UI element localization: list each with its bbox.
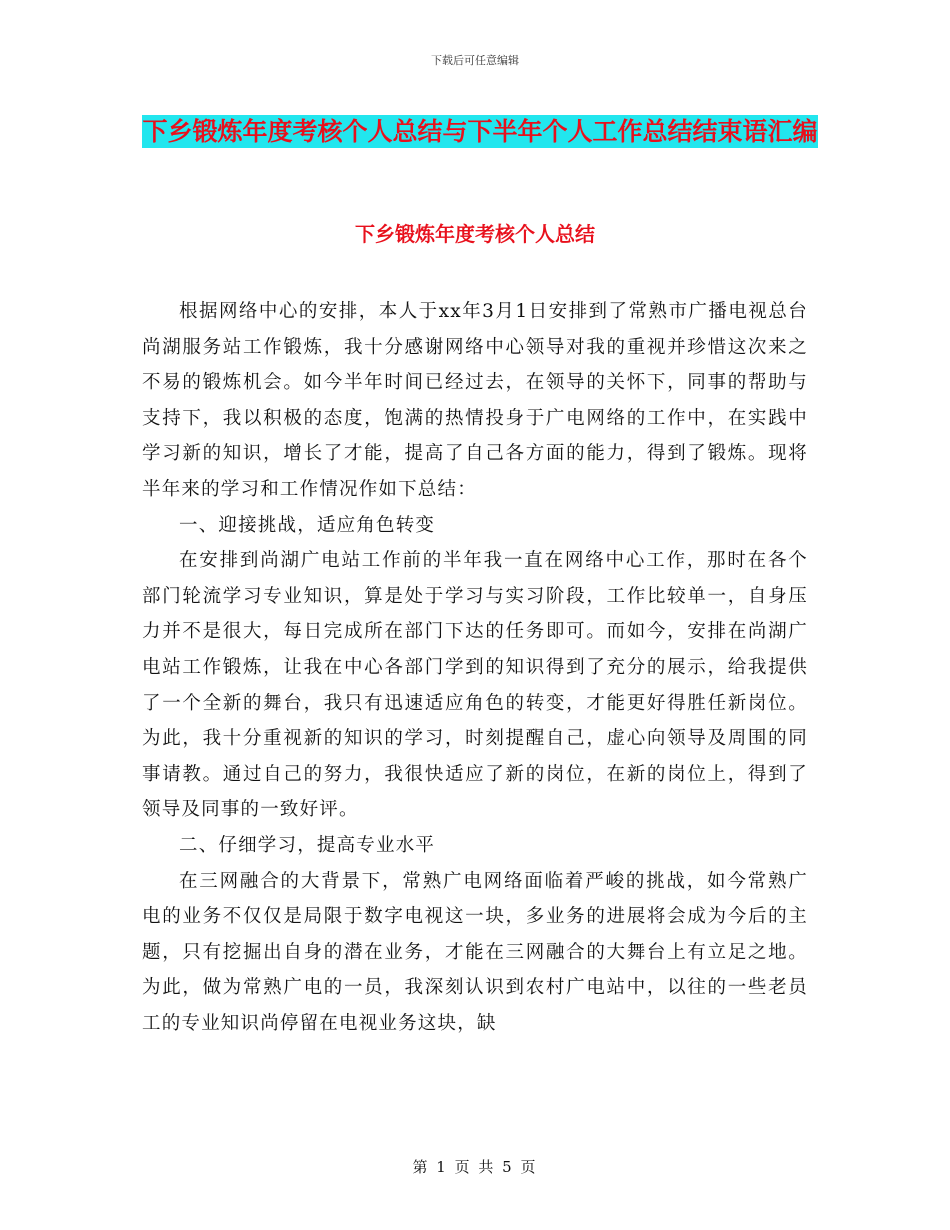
- document-title: [140, 110, 820, 154]
- header-note: 下载后可任意编辑: [431, 54, 519, 67]
- paragraph-two: 在三网融合的大背景下，常熟广电网络面临着严峻的挑战，如今常熟广电的业务不仅仅是局限于数字电视这一块，多业务的进展将会成为今后的主题，只有挖掘出自身的潜在业务，才能在三网融合的大舞台上有立足之地。为此，做为常熟广电的一员，我深刻认识到农村广电站中，以往的一些老员工的专业知识尚停留在电视业务这块，缺: [142, 870, 808, 1034]
- document-body: [142, 294, 808, 1041]
- paragraph-intro: 根据网络中心的安排，本人于xx年3月1日安排到了常熟市广播电视总台尚湖服务站工作锻炼，我十分感谢网络中心领导对我的重视并珍惜这次来之不易的锻炼机会。如今半年时间已经过去，在领导的关怀下，同事的帮助与支持下，我以积极的态度，饱满的热情投身于广电网络的工作中，在实践中学习新的知识，增长了才能，提高了自己各方面的能力，得到了锻炼。现将半年来的学习和工作情况作如下总结：: [142, 301, 808, 500]
- page-number: 第 1 页 共 5 页: [412, 1158, 538, 1176]
- section-heading: 下乡锻炼年度考核个人总结: [355, 222, 595, 246]
- document-title-text: 下乡锻炼年度考核个人总结与下半年个人工作总结结束语汇编: [142, 117, 818, 146]
- paragraph-one: 在安排到尚湖广电站工作前的半年我一直在网络中心工作，那时在各个部门轮流学习专业知识，算是处于学习与实习阶段，工作比较单一，自身压力并不是很大，每日完成所在部门下达的任务即可。而如今，安排在尚湖广电站工作锻炼，让我在中心各部门学到的知识得到了充分的展示，给我提供了一个全新的舞台，我只有迅速适应角色的转变，才能更好得胜任新岗位。为此，我十分重视新的知识的学习，时刻提醒自己，虚心向领导及周围的同事请教。通过自己的努力，我很快适应了新的岗位，在新的岗位上，得到了领导及同事的一致好评。: [142, 550, 808, 821]
- subheading-two: 二、仔细学习，提高专业水平: [179, 834, 436, 856]
- subheading-one: 一、迎接挑战，适应角色转变: [179, 514, 436, 536]
